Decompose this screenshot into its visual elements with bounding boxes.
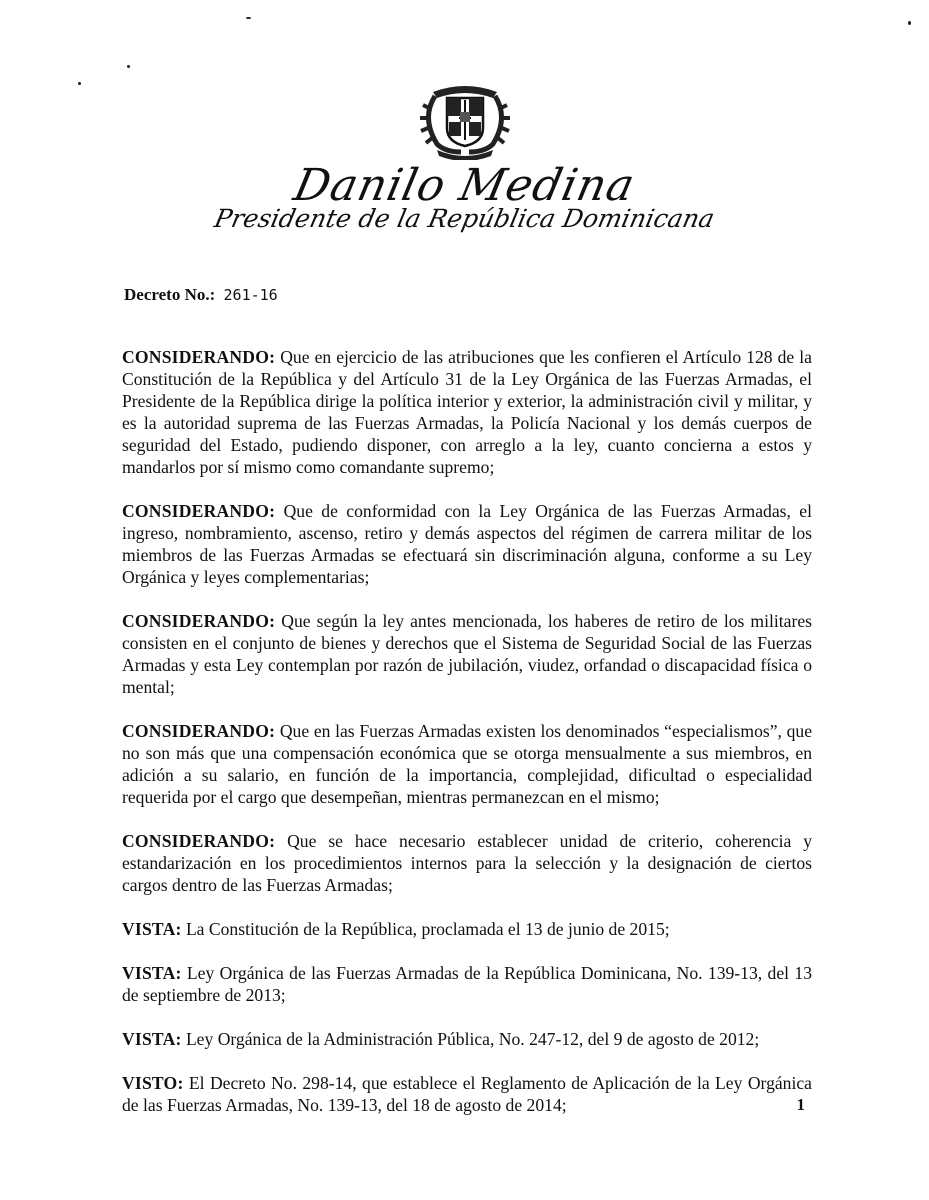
paragraph bbox=[122, 720, 812, 808]
paragraph bbox=[122, 1028, 812, 1050]
page-number: 1 bbox=[796, 1095, 805, 1114]
letterhead bbox=[0, 78, 929, 160]
paragraph bbox=[122, 610, 812, 698]
paragraph-label: CONSIDERANDO: bbox=[122, 721, 276, 741]
paragraph-text: La Constitución de la República, proclamada el 13 de junio de 2015; bbox=[185, 919, 670, 939]
decree-label: Decreto No.: bbox=[124, 285, 216, 304]
paragraph-label: CONSIDERANDO: bbox=[122, 831, 276, 851]
paragraph-label: CONSIDERANDO: bbox=[122, 501, 276, 521]
signature-title: Presidente de la República Dominicana bbox=[211, 204, 718, 233]
scan-speck bbox=[246, 17, 251, 19]
paragraph-text: Que en las Fuerzas Armadas existen los denominados “especialismos”, que no son más que una compensación económica que se otorga mensualmente a sus miembros, en adición a su salario, en función de la importancia, complejidad, dificultad o especialidad requerida por el cargo que desempeñan, mientras permanezcan en el mismo; bbox=[122, 721, 812, 807]
coat-of-arms-icon bbox=[415, 78, 515, 160]
decree-body bbox=[122, 346, 812, 1116]
decree-number: 261-16 bbox=[223, 286, 278, 304]
paragraph bbox=[122, 1072, 812, 1116]
paragraph-label: VISTA: bbox=[122, 919, 182, 939]
paragraph-text: Ley Orgánica de la Administración Pública, No. 247-12, del 9 de agosto de 2012; bbox=[185, 1029, 760, 1049]
scan-speck bbox=[127, 65, 130, 68]
paragraph-text: Que se hace necesario establecer unidad de criterio, coherencia y estandarización en los procedimientos internos para la selección y la designación de ciertos cargos dentro de las Fuerzas Armadas; bbox=[122, 831, 812, 895]
paragraph-text: Que según la ley antes mencionada, los haberes de retiro de los militares consisten en el conjunto de bienes y derechos que el Sistema de Seguridad Social de las Fuerzas Armadas y esta Ley contemplan por razón de jubilación, viudez, orfandad o discapacidad física o mental; bbox=[122, 611, 812, 697]
paragraph-text: Que de conformidad con la Ley Orgánica de las Fuerzas Armadas, el ingreso, nombramiento, ascenso, retiro y demás aspectos del régimen de carrera militar de los miembros de las Fuerzas Armadas se efectuará sin discriminación alguna, conforme a su Ley Orgánica y leyes complementarias; bbox=[122, 501, 812, 587]
paragraph-text: Que en ejercicio de las atribuciones que les confieren el Artículo 128 de la Constitución de la República y del Artículo 31 de la Ley Orgánica de las Fuerzas Armadas, el Presidente de la República dirige la política interior y exterior, la administración civil y militar, y es la autoridad suprema de las Fuerzas Armadas, la Policía Nacional y los demás cuerpos de seguridad del Estado, pudiendo disponer, con arreglo a la ley, cuanto concierna a estos y mandarlos por sí mismo como comandante supremo; bbox=[122, 347, 812, 477]
scan-speck bbox=[908, 21, 911, 25]
paragraph-label: VISTO: bbox=[122, 1073, 184, 1093]
paragraph-label: CONSIDERANDO: bbox=[122, 347, 276, 367]
paragraph bbox=[122, 830, 812, 896]
paragraph-text: Ley Orgánica de las Fuerzas Armadas de la República Dominicana, No. 139-13, del 13 de septiembre de 2013; bbox=[122, 963, 812, 1005]
decree-number-line bbox=[124, 285, 278, 305]
paragraph bbox=[122, 346, 812, 478]
paragraph bbox=[122, 962, 812, 1006]
signature-name: Danilo Medina bbox=[289, 160, 640, 211]
paragraph-label: VISTA: bbox=[122, 963, 182, 983]
paragraph-label: VISTA: bbox=[122, 1029, 182, 1049]
paragraph bbox=[122, 500, 812, 588]
paragraph bbox=[122, 918, 812, 940]
paragraph-label: CONSIDERANDO: bbox=[122, 611, 276, 631]
paragraph-text: El Decreto No. 298-14, que establece el Reglamento de Aplicación de la Ley Orgánica de las Fuerzas Armadas, No. 139-13, del 18 de agosto de 2014; bbox=[122, 1073, 812, 1115]
